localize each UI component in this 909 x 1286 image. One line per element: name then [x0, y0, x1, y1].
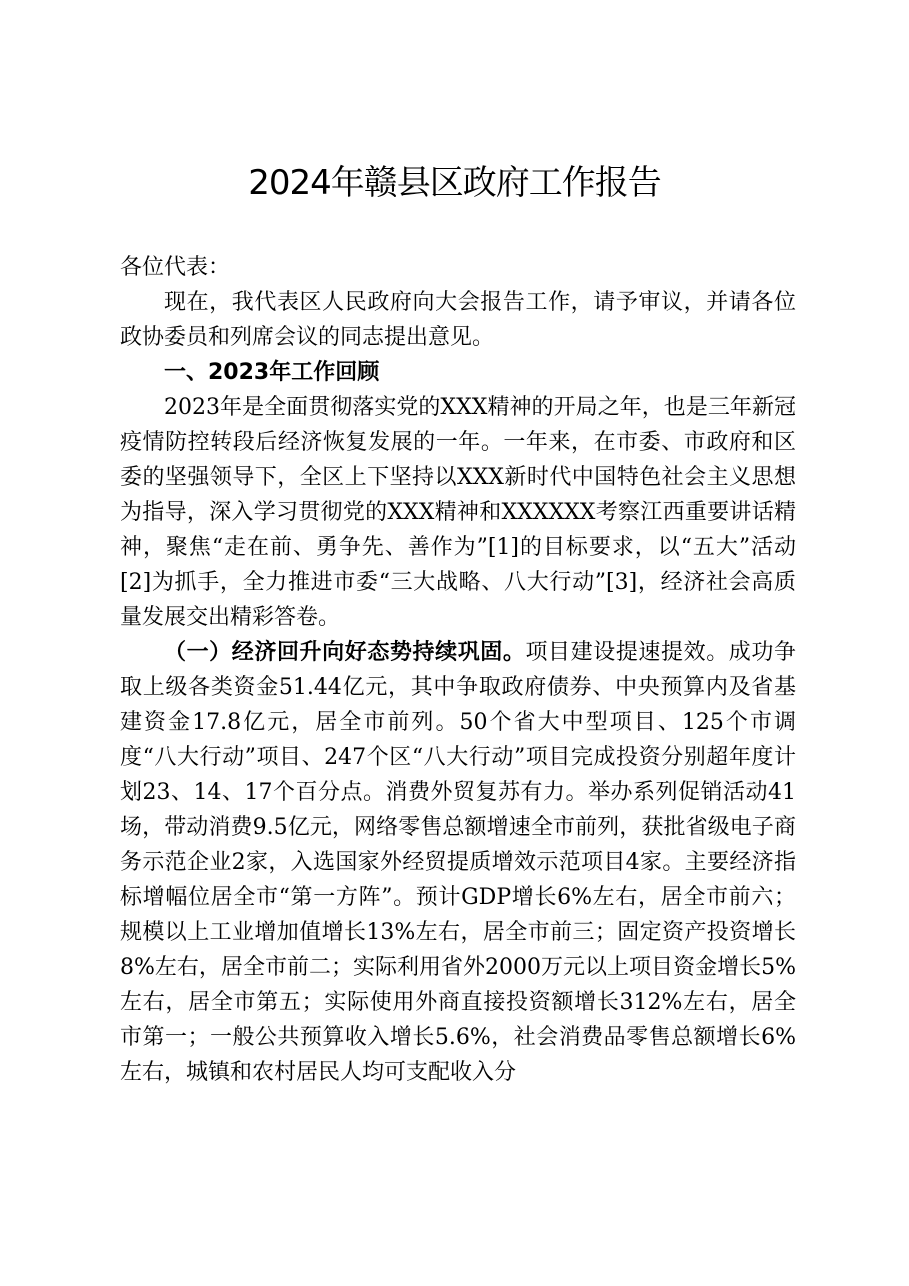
section-heading-review: 一、2023年工作回顾	[164, 360, 380, 385]
document-body	[120, 250, 796, 1090]
economy-paragraph-text: 项目建设提速提效。成功争取上级各类资金51.44亿元，其中争取政府债券、中央预算内及省基建资金17.8亿元，居全市前列。50个省大中型项目、125个市调度“八大行动”项目、247个区“八大行动”项目完成投资分别超年度计划23、14、17个百分点。消费外贸复苏有力。举办系列促销活动41场，带动消费9.5亿元，网络零售总额增速全市前列，获批省级电子商务示范企业2家，入选国家外经贸提质增效示范项目4家。主要经济指标增幅位居全市“第一方阵”。预计GDP增长6%左右，居全市前六；规模以上工业增加值增长13%左右，居全市前三；固定资产投资增长8%左右，居全市前二；实际利用省外2000万元以上项目资金增长5%左右，居全市第五；实际使用外商直接投资额增长312%左右，居全市第一；一般公共预算收入增长5.6%，社会消费品零售总额增长6%左右，城镇和农村居民人均可支配收入分	[120, 640, 796, 1085]
economy-paragraph	[120, 635, 796, 1090]
economy-lead-sentence: （一）经济回升向好态势持续巩固。	[164, 639, 526, 665]
document-title: 2024年赣县区政府工作报告	[248, 163, 661, 203]
intro-paragraph: 现在，我代表区人民政府向大会报告工作，请予审议，并请各位政协委员和列席会议的同志提出意见。	[120, 290, 796, 350]
salutation: 各位代表：	[120, 255, 231, 280]
review-paragraph: 2023年是全面贯彻落实党的XXX精神的开局之年，也是三年新冠疫情防控转段后经济恢复发展的一年。一年来，在市委、市政府和区委的坚强领导下，全区上下坚持以XXX新时代中国特色社会主义思想为指导，深入学习贯彻党的XXX精神和XXXXXX考察江西重要讲话精神，聚焦“走在前、勇争先、善作为”[1]的目标要求，以“五大”活动[2]为抓手，全力推进市委“三大战略、八大行动”[3]，经济社会高质量发展交出精彩答卷。	[120, 395, 796, 630]
